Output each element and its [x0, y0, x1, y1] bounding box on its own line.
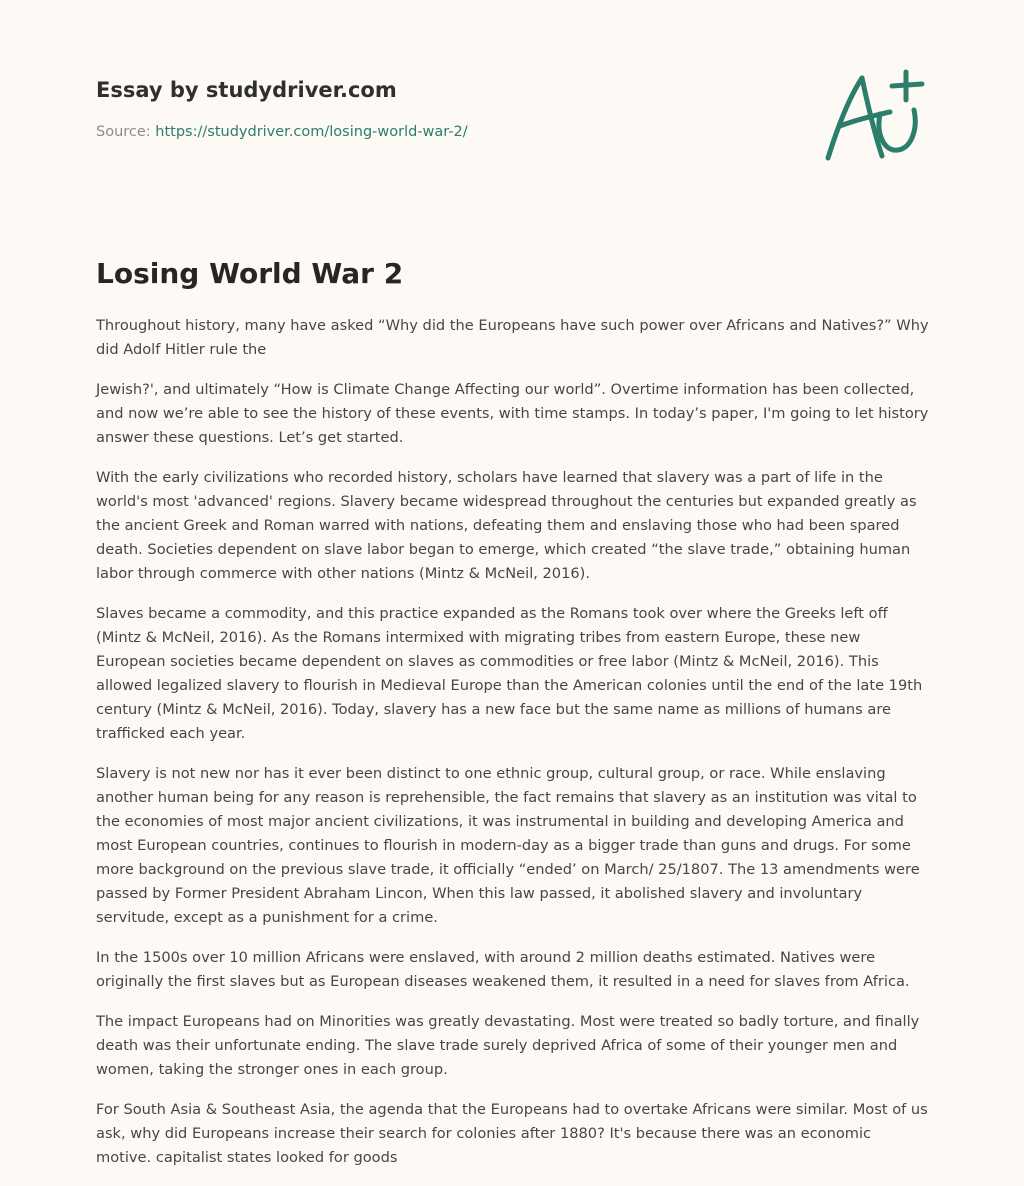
paragraph: In the 1500s over 10 million Africans were enslaved, with around 2 million deaths estimated. Natives were originally the first slaves but as European diseases weakened them, it resulted in a need for slaves from Africa.	[96, 949, 910, 990]
a-plus-logo-icon[interactable]	[818, 66, 930, 166]
paragraph: Jewish?', and ultimately “How is Climate Change Affecting our world”. Overtime information has been collected, and now we’re able to see the history of these events, with time stamps. In today’s paper, I'm going to let history answer these questions. Let’s get started.	[96, 381, 929, 446]
paragraph: Slaves became a commodity, and this practice expanded as the Romans took over where the Greeks left off (Mintz & McNeil, 2016). As the Romans intermixed with migrating tribes from eastern Europe, these new European societies became dependent on slaves as commodities or free labor (Mintz & McNeil, 2016). This allowed legalized slavery to flourish in Medieval Europe than the American colonies until the end of the late 19th century (Mintz & McNeil, 2016). Today, slavery has a new face but the same name as millions of humans are trafficked each year.	[96, 605, 923, 742]
source-line	[96, 124, 468, 140]
article-title: Losing World War 2	[96, 257, 404, 290]
article-body	[96, 314, 930, 1186]
paragraph: Slavery is not new nor has it ever been distinct to one ethnic group, cultural group, or race. While enslaving another human being for any reason is reprehensible, the fact remains that slavery as an institution was vital to the economies of most major ancient civilizations, it was instrumental in building and developing America and most European countries, continues to flourish in modern-day as a bigger trade than guns and drugs. For some more background on the previous slave trade, it officially “ended’ on March/ 25/1807. The 13 amendments were passed by Former President Abraham Lincon, When this law passed, it abolished slavery and involuntary servitude, except as a punishment for a crime.	[96, 765, 920, 926]
source-label: Source:	[96, 124, 156, 140]
paragraph: For South Asia & Southeast Asia, the agenda that the Europeans had to overtake Africans were similar. Most of us ask, why did Europeans increase their search for colonies after 1880? It's because there was an economic motive. capitalist states looked for goods	[96, 1101, 928, 1166]
brand-title: Essay by studydriver.com	[96, 78, 397, 102]
paragraph: With the early civilizations who recorded history, scholars have learned that slavery was a part of life in the world's most 'advanced' regions. Slavery became widespread throughout the centuries but expanded greatly as the ancient Greek and Roman warred with nations, defeating them and enslaving those who had been spared death. Societies dependent on slave labor began to emerge, which created “the slave trade,” obtaining human labor through commerce with other nations (Mintz & McNeil, 2016).	[96, 469, 917, 582]
paragraph: Throughout history, many have asked “Why did the Europeans have such power over Africans and Natives?” Why did Adolf Hitler rule the	[96, 317, 929, 358]
source-link[interactable]: https://studydriver.com/losing-world-war-2/	[155, 124, 468, 140]
paragraph: The impact Europeans had on Minorities was greatly devastating. Most were treated so badly torture, and finally death was their unfortunate ending. The slave trade surely deprived Africa of some of their younger men and women, taking the stronger ones in each group.	[96, 1013, 920, 1078]
essay-header	[96, 76, 796, 140]
